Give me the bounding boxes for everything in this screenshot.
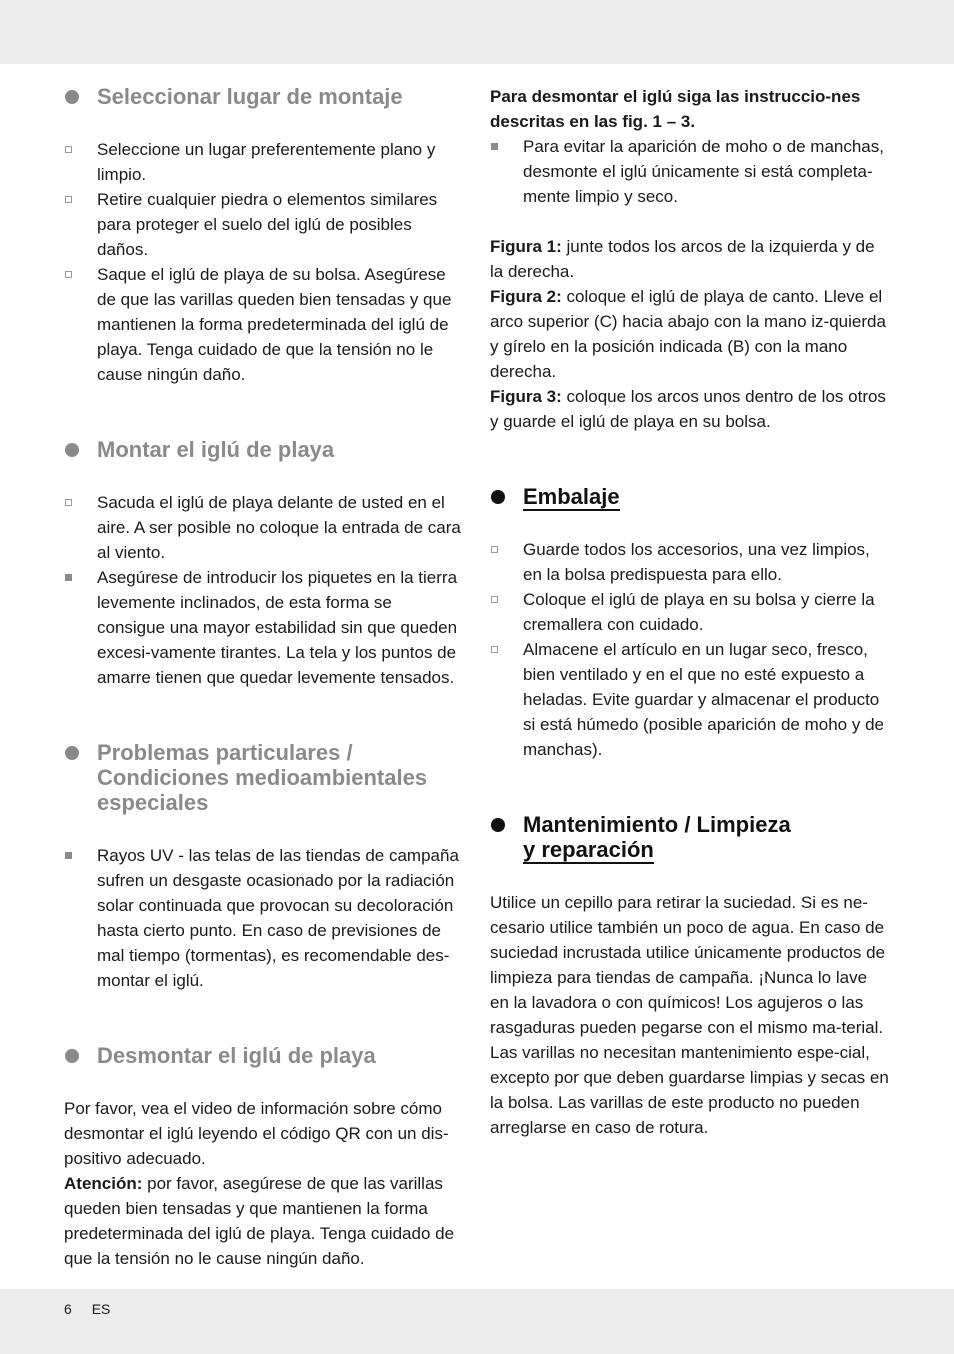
checkbox-bullet-icon bbox=[491, 546, 498, 553]
list-item: Sacuda el iglú de playa delante de usted en el aire. A ser posible no coloque la entrada de cara al viento. bbox=[64, 490, 464, 565]
list-item: Seleccione un lugar preferentemente plano y limpio. bbox=[64, 137, 464, 187]
bullet-dot-icon bbox=[491, 818, 505, 832]
checkbox-bullet-icon bbox=[65, 146, 72, 153]
list-item: Para evitar la aparición de moho o de manchas, desmonte el iglú únicamente si está completa-mente limpio y seco. bbox=[490, 134, 890, 209]
page-footer bbox=[64, 1301, 126, 1317]
list-item: Saque el iglú de playa de su bolsa. Asegúrese de que las varillas queden bien tensadas y que mantienen la forma predeterminada del iglú de playa. Tenga cuidado de que la tensión no le cause ningún daño. bbox=[64, 262, 464, 387]
heading-text: Desmontar el iglú de playa bbox=[97, 1043, 376, 1068]
list-item: Retire cualquier piedra o elementos similares para proteger el suelo del iglú de posibles daños. bbox=[64, 187, 464, 262]
square-bullet-icon bbox=[65, 574, 72, 581]
bullet-dot-icon bbox=[65, 1049, 79, 1063]
bottom-band bbox=[0, 1289, 954, 1354]
checkbox-bullet-icon bbox=[65, 499, 72, 506]
checkbox-bullet-icon bbox=[65, 196, 72, 203]
top-band bbox=[0, 0, 954, 64]
section-heading bbox=[490, 484, 890, 509]
heading-text: Problemas particulares / Condiciones medioambientales especiales bbox=[97, 740, 428, 815]
page-number: 6 bbox=[64, 1301, 72, 1317]
bullet-dot-icon bbox=[65, 90, 79, 104]
list-item: Guarde todos los accesorios, una vez limpios, en la bolsa predispuesta para ello. bbox=[490, 537, 890, 587]
section-heading bbox=[64, 740, 464, 815]
section-heading bbox=[490, 812, 890, 862]
section-heading bbox=[64, 1043, 464, 1068]
list-item: Almacene el artículo en un lugar seco, fresco, bien ventilado y en el que no esté expuesto a heladas. Evite guardar y almacenar el producto si está húmedo (posible aparición de moho y de manchas). bbox=[490, 637, 890, 762]
left-column bbox=[64, 84, 464, 1271]
list-item: Asegúrese de introducir los piquetes en la tierra levemente inclinados, de esta forma se consigue una mayor estabilidad sin que queden excesi-vamente tirantes. La tela y los puntos de amarre tienen que quedar levemente tensados. bbox=[64, 565, 464, 690]
figure-step: Figura 3: coloque los arcos unos dentro de los otros y guarde el iglú de playa en su bolsa. bbox=[490, 387, 886, 431]
bullet-dot-icon bbox=[65, 746, 79, 760]
paragraph: Por favor, vea el video de información sobre cómo desmontar el iglú leyendo el código QR con un dis-positivo adecuado. bbox=[64, 1099, 449, 1168]
attention-label: Atención: bbox=[64, 1174, 143, 1193]
bullet-dot-icon bbox=[491, 490, 505, 504]
checkbox-bullet-icon bbox=[491, 596, 498, 603]
list-item: Coloque el iglú de playa en su bolsa y cierre la cremallera con cuidado. bbox=[490, 587, 890, 637]
heading-text: Embalaje bbox=[523, 484, 620, 509]
paragraph: Utilice un cepillo para retirar la suciedad. Si es ne-cesario utilice también un poco de agua. En caso de suciedad incrustada utilice únicamente productos de limpieza para tiendas de campaña. ¡Nunca lo lave en la lavadora o con químicos! Los agujeros o las rasgaduras pueden pegarse con el mismo ma-terial. Las varillas no necesitan mantenimiento espe-cial, excepto por que deben guardarse limpias y secas en la bolsa. Las varillas de este producto no pueden arreglarse en caso de rotura. bbox=[490, 893, 889, 1137]
square-bullet-icon bbox=[65, 852, 72, 859]
heading-text: Montar el iglú de playa bbox=[97, 437, 335, 462]
language-code: ES bbox=[91, 1301, 111, 1317]
paragraph: Atención: por favor, asegúrese de que las varillas queden bien tensadas y que mantienen la forma predeterminada del iglú de playa. Tenga cuidado de que la tensión no le cause ningún daño. bbox=[64, 1174, 455, 1268]
heading-text: Mantenimiento / Limpieza bbox=[523, 812, 791, 837]
list-item: Rayos UV - las telas de las tiendas de campaña sufren un desgaste ocasionado por la radiación solar continuada que provocan su decoloración hasta cierto punto. En caso de previsiones de mal tiempo (tormentas), es recomendable des-montar el iglú. bbox=[64, 843, 464, 993]
section-heading bbox=[64, 437, 464, 462]
figure-step: Figura 2: coloque el iglú de playa de canto. Lleve el arco superior (C) hacia abajo con la mano iz-quierda y gírelo en la posición indicada (B) con la mano derecha. bbox=[490, 287, 886, 381]
right-column bbox=[490, 84, 890, 1140]
checkbox-bullet-icon bbox=[65, 271, 72, 278]
bullet-dot-icon bbox=[65, 443, 79, 457]
heading-text: Seleccionar lugar de montaje bbox=[97, 84, 403, 109]
intro-bold: Para desmontar el iglú siga las instruccio-nes descritas en las fig. 1 – 3. bbox=[490, 87, 861, 131]
checkbox-bullet-icon bbox=[491, 646, 498, 653]
heading-text: y reparación bbox=[523, 837, 654, 862]
figure-step: Figura 1: junte todos los arcos de la izquierda y de la derecha. bbox=[490, 237, 875, 281]
square-bullet-icon bbox=[491, 143, 498, 150]
section-heading bbox=[64, 84, 464, 109]
